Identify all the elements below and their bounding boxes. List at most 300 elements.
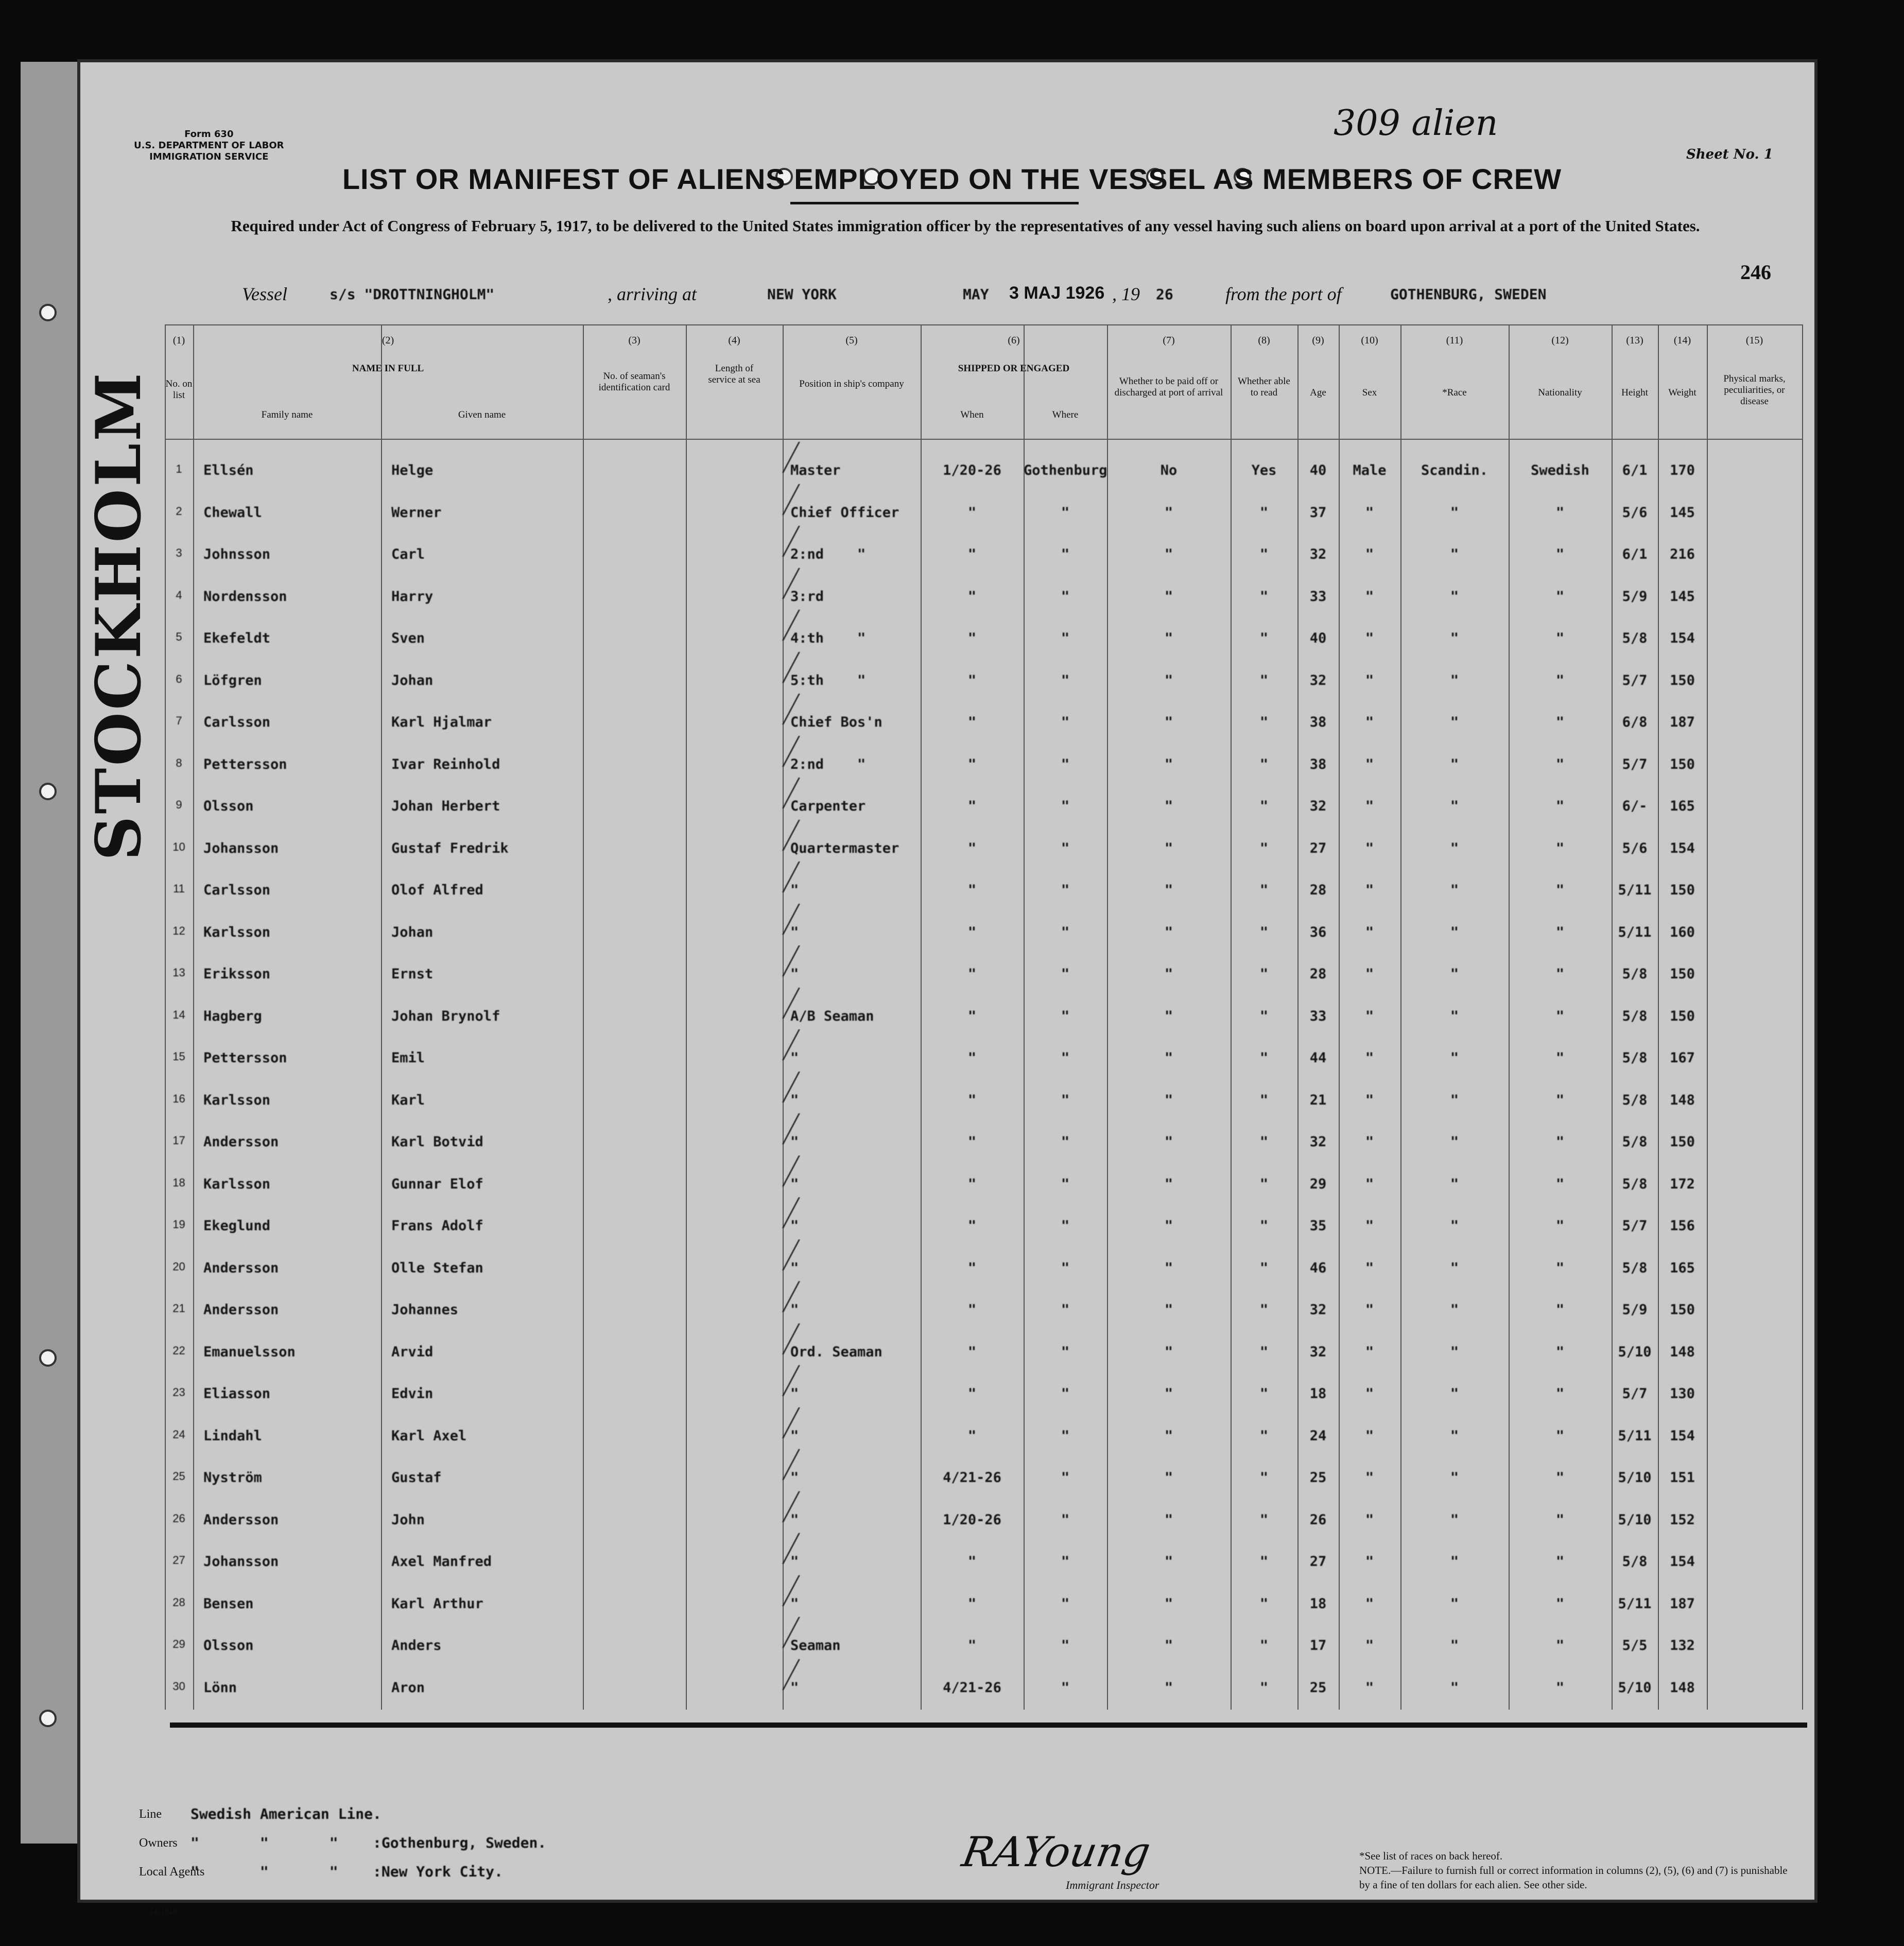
sheet-label: Sheet No. <box>1686 147 1759 162</box>
cell-position: " <box>790 1302 799 1318</box>
cell-shipped-when: 1/20-26 <box>943 1511 1001 1528</box>
cell-shipped-when: " <box>967 1092 977 1108</box>
table-row <box>165 1037 1802 1079</box>
cell-race: " <box>1450 882 1459 898</box>
table-row <box>165 1624 1802 1666</box>
cell-paid-off: " <box>1164 1302 1173 1318</box>
cell-weight: 148 <box>1670 1679 1695 1696</box>
cell-shipped-when: " <box>967 546 977 562</box>
table-row <box>165 743 1802 785</box>
cell-height: 5/8 <box>1622 1176 1648 1192</box>
cell-height: 6/8 <box>1622 714 1648 730</box>
cell-age: 32 <box>1309 1302 1327 1318</box>
col4-number: (4) <box>728 335 740 346</box>
cell-height: 5/7 <box>1622 1386 1648 1402</box>
cell-shipped-where: " <box>1061 1260 1070 1276</box>
cell-position: " <box>790 1092 799 1108</box>
cell-nationality: " <box>1555 1008 1565 1024</box>
cell-family-name: Andersson <box>203 1260 279 1276</box>
cell-weight: 160 <box>1670 924 1695 940</box>
cell-height: 5/10 <box>1618 1470 1652 1486</box>
cell-paid-off: " <box>1164 966 1173 982</box>
cell-able-to-read: " <box>1259 1511 1269 1528</box>
cell-family-name: Ekeglund <box>203 1218 271 1234</box>
cell-nationality: " <box>1555 1386 1565 1402</box>
cell-position: Quartermaster <box>790 840 899 856</box>
cell-shipped-when: " <box>967 1427 977 1444</box>
cell-race: " <box>1450 672 1459 688</box>
cell-nationality: " <box>1555 1344 1565 1360</box>
cell-given-name: Karl Botvid <box>391 1134 483 1150</box>
cell-position: " <box>790 1511 799 1528</box>
cell-row-number: 22 <box>172 1344 185 1357</box>
col5-label: Position in ship's company <box>799 378 904 389</box>
cell-shipped-when: " <box>967 1554 977 1570</box>
cell-able-to-read: " <box>1259 1386 1269 1402</box>
cell-given-name: Edvin <box>391 1386 434 1402</box>
table-row <box>165 1247 1802 1289</box>
cell-shipped-when: 4/21-26 <box>943 1679 1001 1696</box>
cell-able-to-read: " <box>1259 588 1269 605</box>
cell-paid-off: " <box>1164 798 1173 814</box>
cell-given-name: Karl <box>391 1092 425 1108</box>
cell-family-name: Chewall <box>203 504 262 521</box>
cell-given-name: Gunnar Elof <box>391 1176 483 1192</box>
cell-weight: 156 <box>1670 1218 1695 1234</box>
cell-able-to-read: Yes <box>1251 462 1277 478</box>
cell-race: " <box>1450 756 1459 772</box>
cell-row-number: 30 <box>172 1679 185 1693</box>
table-bottom-rule <box>170 1723 1807 1728</box>
cell-family-name: Lindahl <box>203 1427 262 1444</box>
cell-shipped-where: " <box>1061 1595 1070 1612</box>
cell-height: 5/7 <box>1622 1218 1648 1234</box>
cell-paid-off: " <box>1164 1344 1173 1360</box>
agents-label: Local Agents <box>139 1865 205 1879</box>
department-name: U.S. DEPARTMENT OF LABOR <box>134 140 284 151</box>
cell-shipped-where: " <box>1061 546 1070 562</box>
cell-able-to-read: " <box>1259 1554 1269 1570</box>
cell-age: 46 <box>1309 1260 1327 1276</box>
cell-paid-off: " <box>1164 1176 1173 1192</box>
cell-age: 26 <box>1309 1511 1327 1528</box>
cell-given-name: Carl <box>391 546 425 562</box>
cell-race: " <box>1450 798 1459 814</box>
cell-sex: " <box>1365 1427 1374 1444</box>
cell-able-to-read: " <box>1259 1260 1269 1276</box>
cell-paid-off: " <box>1164 504 1173 521</box>
cell-nationality: " <box>1555 1470 1565 1486</box>
cell-weight: 187 <box>1670 1595 1695 1612</box>
cell-age: 32 <box>1309 546 1327 562</box>
form-number: Form 630 <box>184 129 234 140</box>
cell-given-name: Gustaf Fredrik <box>391 840 509 856</box>
cell-shipped-where: " <box>1061 630 1070 646</box>
table-row <box>165 1499 1802 1541</box>
table-row <box>165 1540 1802 1582</box>
cell-age: 21 <box>1309 1092 1327 1108</box>
cell-sex: " <box>1365 1470 1374 1486</box>
cell-paid-off: " <box>1164 588 1173 605</box>
col7-label: Whether to be paid off or discharged at port of arrival <box>1114 376 1223 398</box>
cell-race: " <box>1450 1050 1459 1066</box>
cell-shipped-when: " <box>967 1595 977 1612</box>
owners-value: " " " :Gothenburg, Sweden. <box>191 1834 547 1851</box>
cell-nationality: " <box>1555 1511 1565 1528</box>
cell-weight: 150 <box>1670 672 1695 688</box>
cell-family-name: Nordensson <box>203 588 287 605</box>
cell-family-name: Johansson <box>203 1554 279 1570</box>
cell-sex: " <box>1365 1302 1374 1318</box>
table-row <box>165 575 1802 617</box>
cell-age: 29 <box>1309 1176 1327 1192</box>
cell-age: 32 <box>1309 672 1327 688</box>
col2-given-label: Given name <box>458 409 506 420</box>
cell-nationality: " <box>1555 504 1565 521</box>
cell-row-number: 18 <box>172 1176 185 1189</box>
cell-sex: " <box>1365 1050 1374 1066</box>
cell-given-name: Karl Arthur <box>391 1595 483 1612</box>
cell-row-number: 28 <box>172 1595 185 1609</box>
col12-number: (12) <box>1551 335 1569 346</box>
cell-sex: " <box>1365 798 1374 814</box>
cell-row-number: 26 <box>172 1511 185 1525</box>
cell-row-number: 11 <box>173 882 185 895</box>
cell-able-to-read: " <box>1259 1176 1269 1192</box>
footer-values <box>191 1800 546 1886</box>
sheet-number <box>1686 147 1773 162</box>
cell-shipped-where: Gothenburg <box>1024 462 1107 478</box>
cell-position: 4:th " <box>790 630 866 646</box>
cell-row-number: 3 <box>176 546 182 559</box>
stamp-number: 246 <box>1740 261 1771 284</box>
col1-label: No. on list <box>165 378 193 401</box>
cell-given-name: John <box>391 1511 425 1528</box>
cell-position: " <box>790 924 799 940</box>
cell-family-name: Carlsson <box>203 882 271 898</box>
cell-height: 5/10 <box>1618 1511 1652 1528</box>
cell-age: 28 <box>1309 882 1327 898</box>
cell-race: " <box>1450 1092 1459 1108</box>
cell-nationality: " <box>1555 1427 1565 1444</box>
cell-family-name: Johnsson <box>203 546 271 562</box>
table-row <box>165 491 1802 533</box>
cell-shipped-when: " <box>967 1050 977 1066</box>
cell-shipped-when: " <box>967 588 977 605</box>
cell-age: 38 <box>1309 714 1327 730</box>
cell-shipped-when: " <box>967 504 977 521</box>
col14-number: (14) <box>1673 335 1691 346</box>
cell-height: 6/1 <box>1622 462 1648 478</box>
line-label: Line <box>139 1807 162 1821</box>
table-row <box>165 953 1802 995</box>
cell-row-number: 27 <box>172 1554 185 1566</box>
cell-shipped-where: " <box>1061 714 1070 730</box>
cell-sex: " <box>1365 1679 1374 1696</box>
cell-given-name: Ernst <box>391 966 434 982</box>
col14-label: Weight <box>1668 387 1697 398</box>
col13-number: (13) <box>1626 335 1643 346</box>
cell-shipped-where: " <box>1061 966 1070 982</box>
cell-height: 5/11 <box>1618 1595 1652 1612</box>
table-row <box>165 1666 1802 1709</box>
col15-label: Physical marks, peculiarities, or disease <box>1723 373 1786 407</box>
service-name: IMMIGRATION SERVICE <box>149 151 269 162</box>
cell-position: " <box>790 1134 799 1150</box>
col9-label: Age <box>1310 387 1326 398</box>
col2-number: (2) <box>382 335 394 346</box>
year-value: 26 <box>1156 286 1173 303</box>
cell-given-name: Helge <box>391 462 434 478</box>
cell-paid-off: " <box>1164 672 1173 688</box>
cell-given-name: Aron <box>391 1679 425 1696</box>
table-row <box>165 1079 1802 1121</box>
cell-paid-off: " <box>1164 1554 1173 1570</box>
cell-paid-off: " <box>1164 1470 1173 1486</box>
cell-paid-off: " <box>1164 1595 1173 1612</box>
cell-weight: 154 <box>1670 630 1695 646</box>
cell-shipped-when: " <box>967 1176 977 1192</box>
cell-weight: 154 <box>1670 840 1695 856</box>
cell-given-name: Werner <box>391 504 442 521</box>
cell-paid-off: " <box>1164 1218 1173 1234</box>
cell-shipped-where: " <box>1061 672 1070 688</box>
cell-row-number: 9 <box>176 798 182 811</box>
cell-sex: " <box>1365 1344 1374 1360</box>
cell-given-name: Emil <box>391 1050 425 1066</box>
cell-sex: " <box>1365 1386 1374 1402</box>
cell-nationality: " <box>1555 1134 1565 1150</box>
cell-position: " <box>790 1679 799 1696</box>
penalty-note: NOTE.—Failure to furnish full or correct information in columns (2), (5), (6) and (7) is punishable by a fine of ten dollars for each alien. See other side. <box>1359 1864 1788 1891</box>
cell-position: " <box>790 1595 799 1612</box>
vessel-name: s/s "DROTTNINGHOLM" <box>330 286 495 303</box>
cell-shipped-where: " <box>1061 798 1070 814</box>
cell-sex: " <box>1365 630 1374 646</box>
cell-paid-off: No <box>1160 462 1178 478</box>
cell-weight: 150 <box>1670 1302 1695 1318</box>
cell-given-name: Arvid <box>391 1344 434 1360</box>
cell-position: " <box>790 1176 799 1192</box>
cell-weight: 150 <box>1670 1134 1695 1150</box>
cell-height: 5/8 <box>1622 630 1648 646</box>
cell-weight: 145 <box>1670 504 1695 521</box>
cell-height: 5/7 <box>1622 756 1648 772</box>
cell-given-name: Anders <box>391 1638 442 1654</box>
cell-shipped-when: 4/21-26 <box>943 1470 1001 1486</box>
cell-able-to-read: " <box>1259 714 1269 730</box>
cell-family-name: Ekefeldt <box>203 630 271 646</box>
cell-family-name: Olsson <box>203 1638 254 1654</box>
owners-label: Owners <box>139 1836 178 1850</box>
cell-age: 27 <box>1309 1554 1327 1570</box>
cell-height: 5/8 <box>1622 1554 1648 1570</box>
cell-weight: 154 <box>1670 1554 1695 1570</box>
cell-height: 5/6 <box>1622 504 1648 521</box>
cell-able-to-read: " <box>1259 756 1269 772</box>
cell-sex: " <box>1365 714 1374 730</box>
cell-weight: 170 <box>1670 462 1695 478</box>
col12-label: Nationality <box>1538 387 1582 398</box>
cell-weight: 148 <box>1670 1092 1695 1108</box>
cell-age: 24 <box>1309 1427 1327 1444</box>
cell-position: Seaman <box>790 1638 841 1654</box>
cell-shipped-when: " <box>967 714 977 730</box>
cell-position: " <box>790 1050 799 1066</box>
cell-position: Ord. Seaman <box>790 1344 882 1360</box>
cell-able-to-read: " <box>1259 1679 1269 1696</box>
cell-shipped-where: " <box>1061 756 1070 772</box>
cell-age: 38 <box>1309 756 1327 772</box>
cell-paid-off: " <box>1164 1427 1173 1444</box>
cell-sex: " <box>1365 1260 1374 1276</box>
cell-able-to-read: " <box>1259 1218 1269 1234</box>
table-row <box>165 1163 1802 1205</box>
cell-paid-off: " <box>1164 1050 1173 1066</box>
col11-label: *Race <box>1442 387 1467 398</box>
cell-position: " <box>790 1218 799 1234</box>
cell-age: 33 <box>1309 1008 1327 1024</box>
cell-given-name: Sven <box>391 630 425 646</box>
cell-able-to-read: " <box>1259 504 1269 521</box>
cell-position: 2:nd " <box>790 756 866 772</box>
cell-given-name: Axel Manfred <box>391 1554 492 1570</box>
cell-family-name: Andersson <box>203 1134 279 1150</box>
cell-sex: " <box>1365 504 1374 521</box>
cell-able-to-read: " <box>1259 1595 1269 1612</box>
table-row <box>165 785 1802 827</box>
col6-label: SHIPPED OR ENGAGED <box>958 363 1070 374</box>
cell-row-number: 2 <box>176 504 182 518</box>
handwritten-note: 309 alien <box>1334 103 1498 144</box>
cell-weight: 167 <box>1670 1050 1695 1066</box>
cell-sex: " <box>1365 1638 1374 1654</box>
table-row <box>165 1456 1802 1499</box>
cell-row-number: 5 <box>176 630 182 643</box>
col3-label: No. of seaman's identification card <box>598 371 670 393</box>
cell-family-name: Andersson <box>203 1511 279 1528</box>
col8-label: Whether able to read <box>1238 376 1290 398</box>
cell-row-number: 20 <box>172 1260 185 1273</box>
cell-weight: 150 <box>1670 882 1695 898</box>
cell-height: 5/9 <box>1622 588 1648 605</box>
cell-sex: " <box>1365 1008 1374 1024</box>
cell-position: Carpenter <box>790 798 866 814</box>
cell-family-name: Nyström <box>203 1470 262 1486</box>
cell-row-number: 25 <box>172 1470 185 1483</box>
cell-race: " <box>1450 504 1459 521</box>
cell-age: 35 <box>1309 1218 1327 1234</box>
cell-family-name: Bensen <box>203 1595 254 1612</box>
cell-able-to-read: " <box>1259 1050 1269 1066</box>
cell-race: " <box>1450 1344 1459 1360</box>
footer-notes <box>1359 1849 1792 1892</box>
cell-nationality: " <box>1555 756 1565 772</box>
cell-weight: 150 <box>1670 1008 1695 1024</box>
cell-race: " <box>1450 1386 1459 1402</box>
cell-given-name: Johan Herbert <box>391 798 500 814</box>
cell-race: " <box>1450 588 1459 605</box>
cell-given-name: Frans Adolf <box>391 1218 483 1234</box>
cell-height: 5/6 <box>1622 840 1648 856</box>
cell-nationality: " <box>1555 546 1565 562</box>
cell-shipped-where: " <box>1061 1008 1070 1024</box>
cell-family-name: Karlsson <box>203 1176 271 1192</box>
cell-able-to-read: " <box>1259 966 1269 982</box>
cell-family-name: Löfgren <box>203 672 262 688</box>
cell-able-to-read: " <box>1259 630 1269 646</box>
cell-sex: " <box>1365 546 1374 562</box>
cell-able-to-read: " <box>1259 798 1269 814</box>
cell-shipped-where: " <box>1061 1386 1070 1402</box>
cell-sex: " <box>1365 1595 1374 1612</box>
cell-family-name: Eriksson <box>203 966 271 982</box>
cell-sex: " <box>1365 672 1374 688</box>
cell-age: 36 <box>1309 924 1327 940</box>
cell-row-number: 29 <box>172 1638 185 1650</box>
cell-age: 40 <box>1309 630 1327 646</box>
inspector-signature: RAYoung <box>958 1828 1154 1876</box>
cell-row-number: 21 <box>172 1302 185 1315</box>
cell-race: " <box>1450 924 1459 940</box>
cell-shipped-when: " <box>967 1134 977 1150</box>
cell-age: 25 <box>1309 1470 1327 1486</box>
cell-shipped-when: " <box>967 1218 977 1234</box>
cell-paid-off: " <box>1164 546 1173 562</box>
cell-sex: " <box>1365 1511 1374 1528</box>
cell-paid-off: " <box>1164 1638 1173 1654</box>
cell-shipped-when: " <box>967 1008 977 1024</box>
cell-height: 5/7 <box>1622 672 1648 688</box>
date-typed: MAY <box>963 286 989 303</box>
cell-race: " <box>1450 1679 1459 1696</box>
cell-row-number: 10 <box>172 840 185 853</box>
col10-label: Sex <box>1362 387 1377 398</box>
cell-weight: 148 <box>1670 1344 1695 1360</box>
cell-age: 28 <box>1309 966 1327 982</box>
cell-age: 32 <box>1309 1134 1327 1150</box>
cell-paid-off: " <box>1164 714 1173 730</box>
table-row <box>165 1372 1802 1415</box>
cell-nationality: Swedish <box>1531 462 1589 478</box>
cell-shipped-when: " <box>967 882 977 898</box>
cell-height: 5/5 <box>1622 1638 1648 1654</box>
col9-number: (9) <box>1312 335 1324 346</box>
cell-shipped-where: " <box>1061 882 1070 898</box>
cell-nationality: " <box>1555 1260 1565 1276</box>
cell-height: 6/- <box>1622 798 1648 814</box>
col2-label: NAME IN FULL <box>352 363 424 374</box>
cell-shipped-where: " <box>1061 1427 1070 1444</box>
cell-race: " <box>1450 1218 1459 1234</box>
cell-nationality: " <box>1555 588 1565 605</box>
cell-race: " <box>1450 1595 1459 1612</box>
cell-race: " <box>1450 1470 1459 1486</box>
cell-sex: " <box>1365 1176 1374 1192</box>
col6-number: (6) <box>1008 335 1020 346</box>
side-handwriting: STOCKHOLM <box>82 371 155 861</box>
cell-age: 33 <box>1309 588 1327 605</box>
cell-weight: 150 <box>1670 966 1695 982</box>
race-note: *See list of races on back hereof. <box>1359 1850 1503 1862</box>
cell-given-name: Olof Alfred <box>391 882 483 898</box>
cell-paid-off: " <box>1164 1092 1173 1108</box>
arrival-port: NEW YORK <box>767 286 837 303</box>
cell-nationality: " <box>1555 1554 1565 1570</box>
cell-nationality: " <box>1555 1050 1565 1066</box>
cell-age: 18 <box>1309 1595 1327 1612</box>
cell-nationality: " <box>1555 798 1565 814</box>
